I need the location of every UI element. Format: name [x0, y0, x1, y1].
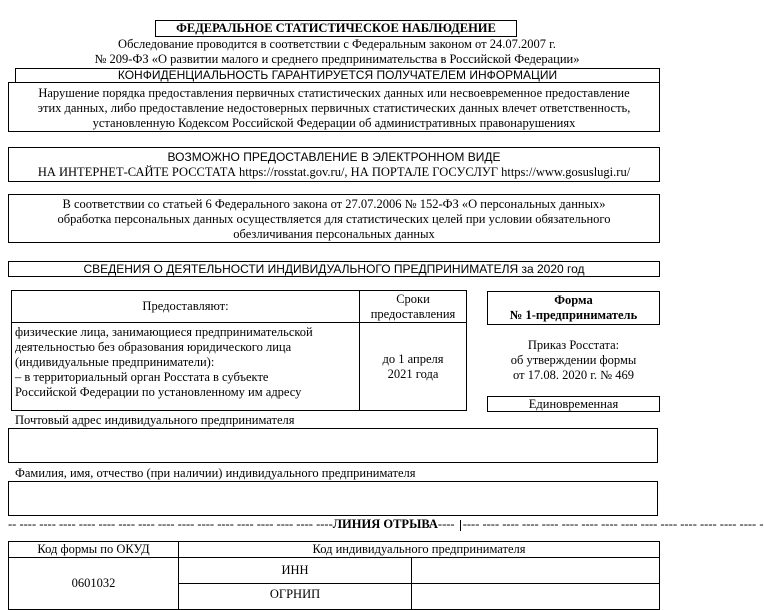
- order-line-1: Приказ Росстата:: [527, 338, 620, 352]
- confidentiality-line-3: установленную Кодексом Российской Федерации об административных правонарушениях: [92, 116, 576, 130]
- okud-code: 0601032: [71, 576, 116, 590]
- okud-header-cell: [9, 542, 179, 558]
- cut-line-separator: [460, 520, 461, 531]
- ogrnip-value-cell[interactable]: [412, 584, 660, 610]
- confidentiality-line-1: Нарушение порядка предоставления первичных статистических данных или несвоевременное предоставление: [38, 86, 630, 100]
- header-law-line-2: № 209-ФЗ «О развитии малого и среднего предпринимательства в Российской Федерации»: [94, 52, 580, 66]
- ogrnip-label: ОГРНИП: [269, 587, 321, 601]
- order-line-3: от 17.08. 2020 г. № 469: [513, 368, 634, 382]
- electronic-submission-line-1: ВОЗМОЖНО ПРЕДОСТАВЛЕНИЕ В ЭЛЕКТРОННОМ ВИДЕ: [167, 150, 501, 164]
- submitters-cell: [12, 323, 360, 411]
- deadline-line-1: до 1 апреля: [382, 351, 444, 366]
- inn-label-cell: [179, 558, 412, 584]
- ip-code-header-cell: [179, 542, 660, 558]
- form-label: Форма: [554, 293, 593, 307]
- header-law-line-1: Обследование проводится в соответствии с Федеральным законом от 24.07.2007 г.: [118, 37, 556, 51]
- submitters-table: [11, 290, 467, 411]
- inn-value-cell[interactable]: [412, 558, 660, 584]
- form-number: № 1-предприниматель: [509, 308, 638, 322]
- submitters-line-1: физические лица, занимающиеся предпринимательской: [15, 325, 313, 339]
- inn-label: ИНН: [281, 563, 309, 577]
- submitters-header: Предоставляют:: [142, 299, 229, 313]
- cut-line-dashes-right: ---- ---- ---- ---- ---- ---- ---- ---- ---- ---- ---- ---- ---- ---- ---- -: [462, 517, 764, 531]
- personal-data-line-3: обезличивания персональных данных: [233, 227, 435, 241]
- deadline-header-line-2: предоставления: [370, 306, 456, 321]
- report-title: СВЕДЕНИЯ О ДЕЯТЕЛЬНОСТИ ИНДИВИДУАЛЬНОГО ПРЕДПРИНИМАТЕЛЯ за 2020 год: [83, 262, 585, 276]
- submitters-line-3: (индивидуальные предприниматели):: [15, 355, 215, 369]
- order-line-2: об утверждении формы: [510, 353, 637, 367]
- submitters-line-2: деятельностью без образования юридического лица: [15, 340, 292, 354]
- okud-header: Код формы по ОКУД: [37, 542, 150, 556]
- deadline-line-2: 2021 года: [387, 366, 439, 381]
- submitters-line-4: – в территориальный орган Росстата в субъекте: [15, 370, 269, 384]
- code-table: [8, 541, 660, 610]
- name-label: Фамилия, имя, отчество (при наличии) индивидуального предпринимателя: [15, 466, 416, 480]
- cut-line: [8, 517, 764, 532]
- submitters-header-cell: [12, 291, 360, 323]
- postal-address-label: Почтовый адрес индивидуального предпринимателя: [15, 413, 295, 427]
- deadline-header-cell: [360, 291, 467, 323]
- ip-code-header: Код индивидуального предпринимателя: [312, 542, 526, 556]
- confidentiality-title: КОНФИДЕНЦИАЛЬНОСТЬ ГАРАНТИРУЕТСЯ ПОЛУЧАТЕЛЕМ ИНФОРМАЦИИ: [117, 68, 558, 82]
- personal-data-line-2: обработка персональных данных осуществляется для статистических целей при условии обязательного: [57, 212, 611, 226]
- cut-line-label: ЛИНИЯ ОТРЫВА: [332, 517, 438, 531]
- cut-line-dashes-mid: ----: [437, 517, 455, 531]
- submitters-line-5: Российской Федерации по установленному им адресу: [15, 385, 302, 399]
- deadline-cell: [360, 323, 467, 411]
- confidentiality-line-2: этих данных, либо предоставление недостоверных первичных статистических данных влечет ответственность,: [37, 101, 631, 115]
- postal-address-field[interactable]: [8, 428, 658, 463]
- deadline-header-line-1: Сроки: [396, 291, 430, 306]
- header-title: ФЕДЕРАЛЬНОЕ СТАТИСТИЧЕСКОЕ НАБЛЮДЕНИЕ: [176, 21, 496, 35]
- cut-line-dashes-left: -- ---- ---- ---- ---- ---- ---- ---- ---- ---- ---- ---- ---- ---- ---- ---- ----: [8, 517, 333, 531]
- name-field[interactable]: [8, 481, 658, 516]
- electronic-submission-line-2: НА ИНТЕРНЕТ-САЙТЕ РОССТАТА https://rosstat.gov.ru/, НА ПОРТАЛЕ ГОСУСЛУГ https://www.gosuslugi.ru/: [37, 165, 631, 179]
- personal-data-line-1: В соответствии со статьей 6 Федерального закона от 27.07.2006 № 152-ФЗ «О персональных данных»: [62, 197, 606, 211]
- periodicity: Единовременная: [528, 397, 619, 411]
- ogrnip-label-cell: [179, 584, 412, 610]
- okud-code-cell: [9, 558, 179, 610]
